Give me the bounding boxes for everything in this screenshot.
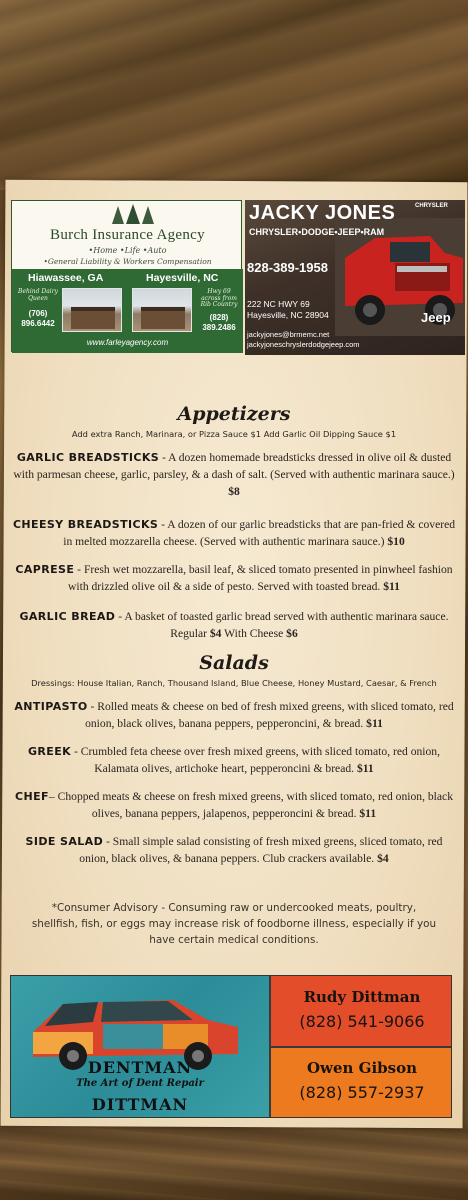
dentman-dittman-ad bbox=[10, 975, 452, 1118]
address-line-2: Hayesville, NC 28904 bbox=[247, 309, 329, 320]
appetizers-note: Add extra Ranch, Marinara, or Pizza Sauce $1 Add Garlic Oil Dipping Sauce $1 bbox=[71, 429, 397, 439]
menu-item-chef bbox=[12, 788, 456, 822]
website-line: jackyjoneschryslerdodgejeep.com bbox=[247, 339, 360, 349]
wood-table-background bbox=[0, 0, 468, 190]
dentman-logo-text: DENTMAN bbox=[87, 1058, 193, 1077]
contact-phone: (828) 557-2937 bbox=[299, 1083, 425, 1102]
item-extra: With Cheese bbox=[221, 627, 287, 640]
item-name: GARLIC BREADSTICKS bbox=[16, 451, 160, 464]
jacky-jones-address bbox=[247, 299, 329, 320]
burch-phone-2: (828) 389.2486 bbox=[202, 313, 236, 332]
consumer-advisory: *Consumer Advisory - Consuming raw or undercooked meats, poultry, shellfish, fish, or eggs may increase risk of foodborne illness, especially if you have certain medical conditions. bbox=[31, 902, 437, 946]
menu-item-greek bbox=[12, 743, 456, 777]
item-desc: - A basket of toasted garlic bread served with authentic marinara sauce. Regular bbox=[115, 610, 449, 640]
item-desc: - Fresh wet mozzarella, basil leaf, & sliced tomato presented in pinwheel fashion with drizzled olive oil & a side of pesto. Served with toasted bread. bbox=[68, 563, 453, 593]
burch-insurance-ad bbox=[11, 200, 242, 352]
burch-town-hiawassee: Hiawassee, GA bbox=[28, 272, 104, 284]
menu-item-side-salad bbox=[12, 833, 456, 867]
item-name: CHEF bbox=[15, 790, 49, 803]
burch-title: Burch Insurance Agency bbox=[50, 227, 205, 243]
item-desc: – Chopped meats & cheese on fresh mixed greens, with sliced tomato, red onion, black olives, banana peppers, jalapenos, pepperoncini & bread. bbox=[48, 790, 453, 820]
burch-location-1: Behind Dairy Queen bbox=[18, 288, 58, 302]
item-price: $11 bbox=[366, 717, 383, 730]
contact-rudy-panel bbox=[271, 976, 452, 1046]
burch-location-2: Hwy 69 across from Rib Country bbox=[200, 288, 238, 309]
item-name: GARLIC BREAD bbox=[19, 610, 116, 623]
email-line: jackyjones@brmemc.net bbox=[247, 330, 330, 339]
contact-name: Owen Gibson bbox=[306, 1059, 417, 1077]
dittman-logo-text: DITTMAN bbox=[91, 1095, 189, 1114]
wood-table-background-bottom bbox=[0, 1125, 468, 1200]
dent-logo-panel bbox=[11, 976, 269, 1118]
item-name: SIDE SALAD bbox=[25, 835, 104, 848]
pine-trees-icon bbox=[108, 204, 158, 226]
burch-services-2: •General Liability & Workers Compensation bbox=[43, 257, 212, 266]
item-price: $11 bbox=[356, 762, 374, 775]
item-desc: - A dozen homemade breadsticks dressed in olive oil & dusted with parmesan cheese, garlic, parsley, & a dash of salt. (Served with authentic marinara sauce.) bbox=[13, 451, 455, 481]
jacky-jones-phone: 828-389-1958 bbox=[247, 260, 328, 275]
jacky-jones-ad bbox=[245, 200, 465, 355]
jacky-jones-brands: CHRYSLER•DODGE•JEEP•RAM bbox=[249, 227, 385, 237]
menu-item-garlic-breadsticks bbox=[12, 449, 456, 500]
item-name: CAPRESE bbox=[15, 563, 75, 576]
jacky-jones-name: JACKY JONES bbox=[249, 202, 396, 224]
salads-dressings-note: Dressings: House Italian, Ranch, Thousand Island, Blue Cheese, Honey Mustard, Caesar, & French bbox=[31, 678, 437, 688]
burch-url: www.farleyagency.com bbox=[86, 338, 169, 347]
item-price: $4 bbox=[209, 627, 222, 640]
address-line-1: 222 NC HWY 69 bbox=[247, 299, 310, 309]
salads-title: Salads bbox=[199, 652, 269, 674]
burch-phone-1: (706) 896.6442 bbox=[21, 309, 55, 328]
item-price: $4 bbox=[377, 852, 389, 865]
item-name: ANTIPASTO bbox=[14, 700, 88, 713]
contact-phone: (828) 541-9066 bbox=[299, 1012, 425, 1031]
burch-services: •Home •Life •Auto bbox=[88, 246, 167, 255]
item-desc: - Small simple salad consisting of fresh mixed greens, sliced tomato, red onion, black olives, & banana peppers. Club crackers available. bbox=[79, 835, 443, 865]
menu-item-caprese bbox=[12, 561, 456, 595]
menu-item-antipasto bbox=[12, 698, 456, 732]
appetizers-title: Appetizers bbox=[177, 403, 291, 425]
item-price-2: $6 bbox=[286, 627, 298, 640]
item-desc: - Rolled meats & cheese on bed of fresh mixed greens, with sliced tomato, red onion, black olives, banana peppers, pepperoncini, & bread. bbox=[85, 700, 454, 730]
item-price: $10 bbox=[387, 535, 405, 548]
contact-name: Rudy Dittman bbox=[303, 988, 421, 1006]
item-price: $11 bbox=[383, 580, 400, 593]
jacky-jones-contact bbox=[247, 330, 360, 350]
item-desc: - Crumbled feta cheese over fresh mixed greens, with sliced tomato, red onion, Kalamata olives, artichoke heart, pepperoncini & bread. bbox=[71, 745, 440, 775]
burch-town-hayesville: Hayesville, NC bbox=[146, 272, 219, 284]
item-name: CHEESY BREADSTICKS bbox=[12, 518, 159, 531]
chrysler-logo: CHRYSLER bbox=[415, 203, 448, 209]
office-building-image-2 bbox=[132, 288, 192, 332]
menu-item-cheesy-breadsticks bbox=[12, 516, 456, 550]
item-desc: - A dozen of our garlic breadsticks that are pan-fried & covered in melted mozzarella cheese. (Served with authentic marinara sauce.) bbox=[63, 518, 456, 548]
contact-owen-panel bbox=[271, 1048, 452, 1118]
item-name: GREEK bbox=[27, 745, 72, 758]
office-building-image-1 bbox=[62, 288, 122, 332]
menu-item-garlic-bread bbox=[12, 608, 456, 642]
dentman-tagline: The Art of Dent Repair bbox=[76, 1078, 204, 1089]
item-price: $11 bbox=[359, 807, 377, 820]
burch-green-panel bbox=[12, 269, 243, 353]
jeep-logo: Jeep bbox=[421, 310, 451, 325]
item-price: $8 bbox=[228, 485, 240, 498]
